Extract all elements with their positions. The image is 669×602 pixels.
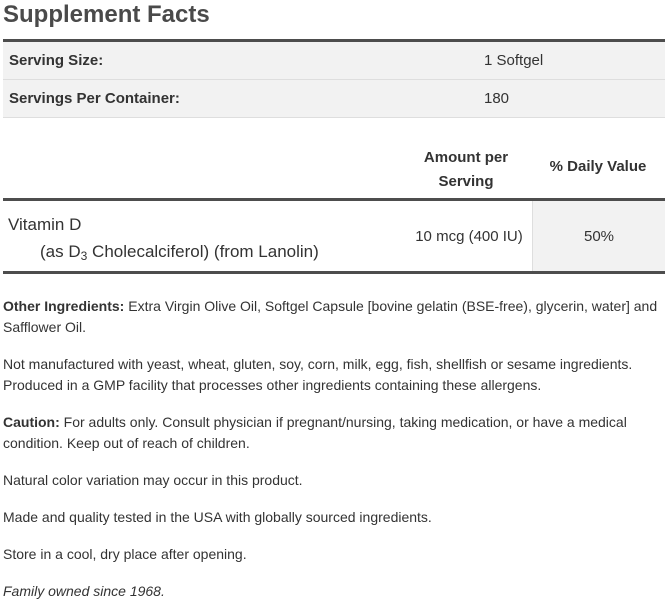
amount-header-line2: Serving bbox=[438, 173, 494, 190]
allergen-note: Not manufactured with yeast, wheat, gluten, soy, corn, milk, egg, fish, shellfish or sesame ingredients. Produced in a GMP facility that processes other ingredients containing these allergens. bbox=[3, 356, 633, 393]
other-ingredients-label: Other Ingredients: bbox=[3, 298, 125, 314]
servings-per-container-row bbox=[3, 80, 665, 118]
nutrient-name-cell bbox=[8, 211, 319, 270]
nutrient-daily-value: 50% bbox=[533, 201, 665, 271]
made-in-note: Made and quality tested in the USA with globally sourced ingredients. bbox=[3, 509, 432, 525]
page-title: Supplement Facts bbox=[3, 1, 210, 28]
daily-value-header: % Daily Value bbox=[549, 158, 647, 175]
amount-header-line1: Amount per bbox=[423, 149, 509, 166]
color-variation-note: Natural color variation may occur in this product. bbox=[3, 472, 303, 488]
serving-table bbox=[3, 39, 665, 118]
serving-size-value: 1 Softgel bbox=[484, 52, 544, 69]
serving-size-row bbox=[3, 42, 665, 80]
caution-label: Caution: bbox=[3, 414, 60, 430]
serving-size-label: Serving Size: bbox=[9, 52, 104, 69]
other-ingredients-note bbox=[3, 296, 667, 338]
facts-table-header bbox=[3, 140, 665, 198]
nutrient-detail-subscript: 3 bbox=[80, 249, 88, 263]
nutrient-amount: 10 mcg (400 IU) bbox=[406, 201, 533, 271]
other-ingredients-text: Extra Virgin Olive Oil, Softgel Capsule [bovine gelatin (BSE-free), glycerin, water] and Safflower Oil. bbox=[3, 298, 658, 335]
nutrient-detail-suffix: Cholecalciferol) (from Lanolin) bbox=[87, 242, 319, 261]
nutrient-name: Vitamin D bbox=[8, 215, 82, 234]
nutrient-detail-prefix: (as D bbox=[40, 242, 81, 261]
caution-text: For adults only. Consult physician if pregnant/nursing, taking medication, or have a medical condition. Keep out of reach of children. bbox=[3, 414, 627, 451]
nutrient-row bbox=[3, 198, 665, 274]
storage-note: Store in a cool, dry place after opening. bbox=[3, 546, 247, 562]
caution-note bbox=[3, 412, 667, 454]
servings-per-container-label: Servings Per Container: bbox=[9, 90, 180, 107]
nutrient-detail bbox=[8, 238, 319, 270]
amount-per-serving-header bbox=[406, 146, 526, 194]
family-owned-note: Family owned since 1968. bbox=[3, 583, 165, 599]
servings-per-container-value: 180 bbox=[484, 90, 510, 107]
